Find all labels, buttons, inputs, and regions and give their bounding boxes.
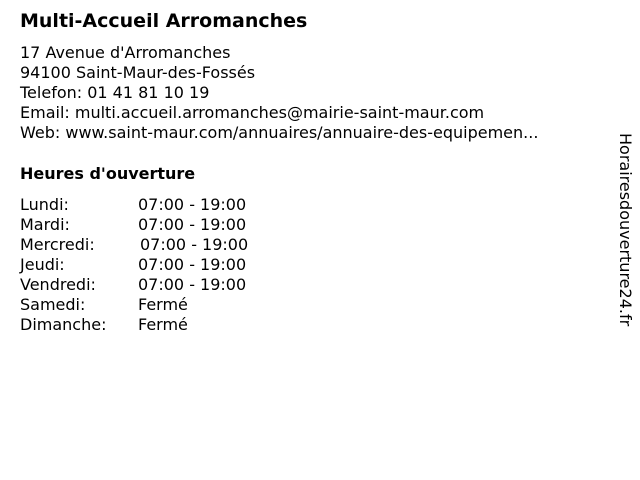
email-address[interactable]: Email: multi.accueil.arromanches@mairie-saint-maur.com <box>20 103 485 122</box>
day-hours: 07:00 - 19:00 <box>138 275 247 294</box>
day-label: Samedi: <box>20 295 86 314</box>
day-hours: 07:00 - 19:00 <box>138 215 247 234</box>
opening-hours-heading: Heures d'ouverture <box>20 164 196 183</box>
day-label: Vendredi: <box>20 275 96 294</box>
city-address: 94100 Saint-Maur-des-Fossés <box>20 63 256 82</box>
day-label: Mardi: <box>20 215 70 234</box>
street-address: 17 Avenue d'Arromanches <box>20 43 231 62</box>
day-hours: 07:00 - 19:00 <box>138 195 247 214</box>
site-watermark: Horairesdouverture24.fr <box>616 133 635 327</box>
day-hours: Fermé <box>138 315 188 334</box>
page-title: Multi-Accueil Arromanches <box>20 10 308 32</box>
day-hours: 07:00 - 19:00 <box>140 235 249 254</box>
day-hours: 07:00 - 19:00 <box>138 255 247 274</box>
phone-number[interactable]: Telefon: 01 41 81 10 19 <box>20 83 210 102</box>
day-label: Dimanche: <box>20 315 107 334</box>
day-label: Mercredi: <box>20 235 95 254</box>
website-link[interactable]: Web: www.saint-maur.com/annuaires/annuaire-des-equipemen... <box>20 123 539 142</box>
day-label: Jeudi: <box>20 255 65 274</box>
day-label: Lundi: <box>20 195 69 214</box>
contact-info <box>20 43 538 143</box>
day-hours: Fermé <box>138 295 188 314</box>
